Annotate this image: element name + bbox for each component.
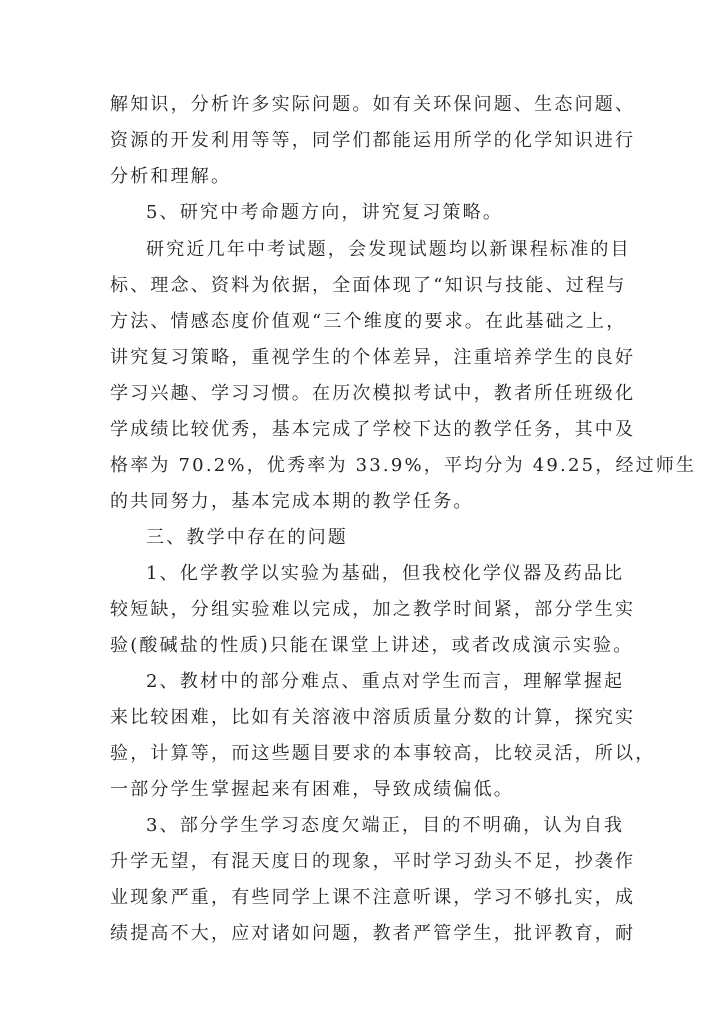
text-line: 学习兴趣、学习习惯。在历次模拟考试中，教者所任班级化: [110, 383, 636, 404]
text-line: 解知识，分析许多实际问题。如有关环保问题、生态问题、: [110, 94, 636, 115]
text-line: 分析和理解。: [110, 166, 232, 187]
text-line: 验，计算等，而这些题目要求的本事较高，比较灵活，所以，: [110, 743, 656, 764]
text-line: 研究近几年中考试题，会发现试题均以新课程标准的目: [146, 239, 631, 260]
text-line: 验(酸碱盐的性质)只能在课堂上讲述，或者改成演示实验。: [110, 635, 634, 656]
text-line: 一部分学生掌握起来有困难，导致成绩偏低。: [110, 779, 514, 800]
text-line: 1、化学教学以实验为基础，但我校化学仪器及药品比: [146, 563, 625, 584]
text-line: 方法、情感态度价值观“三个维度的要求。在此基础之上，: [110, 311, 627, 332]
text-line: 2、教材中的部分难点、重点对学生而言，理解掌握起: [146, 671, 625, 692]
text-line: 标、理念、资料为依据，全面体现了“知识与技能、过程与: [110, 275, 627, 296]
text-line: 格率为 70.2%，优秀率为 33.9%，平均分为 49.25，经过师生: [110, 455, 697, 476]
text-line: 业现象严重，有些同学上课不注意听课，学习不够扎实，成: [110, 887, 636, 908]
section-heading: 三、教学中存在的问题: [146, 527, 348, 548]
text-line: 的共同努力，基本完成本期的教学任务。: [110, 491, 474, 512]
text-line: 3、部分学生学习态度欠端正，目的不明确，认为自我: [146, 815, 625, 836]
section-heading: 5、研究中考命题方向，讲究复习策略。: [146, 202, 504, 223]
text-line: 升学无望，有混天度日的现象，平时学习劲头不足，抄袭作: [110, 851, 636, 872]
text-line: 较短缺，分组实验难以完成，加之教学时间紧，部分学生实: [110, 599, 636, 620]
text-line: 资源的开发利用等等，同学们都能运用所学的化学知识进行: [110, 130, 636, 151]
text-line: 讲究复习策略，重视学生的个体差异，注重培养学生的良好: [110, 347, 636, 368]
text-line: 来比较困难，比如有关溶液中溶质质量分数的计算，探究实: [110, 707, 636, 728]
text-line: 绩提高不大，应对诸如问题，教者严管学生，批评教育，耐: [110, 923, 636, 944]
text-line: 学成绩比较优秀，基本完成了学校下达的教学任务，其中及: [110, 419, 636, 440]
